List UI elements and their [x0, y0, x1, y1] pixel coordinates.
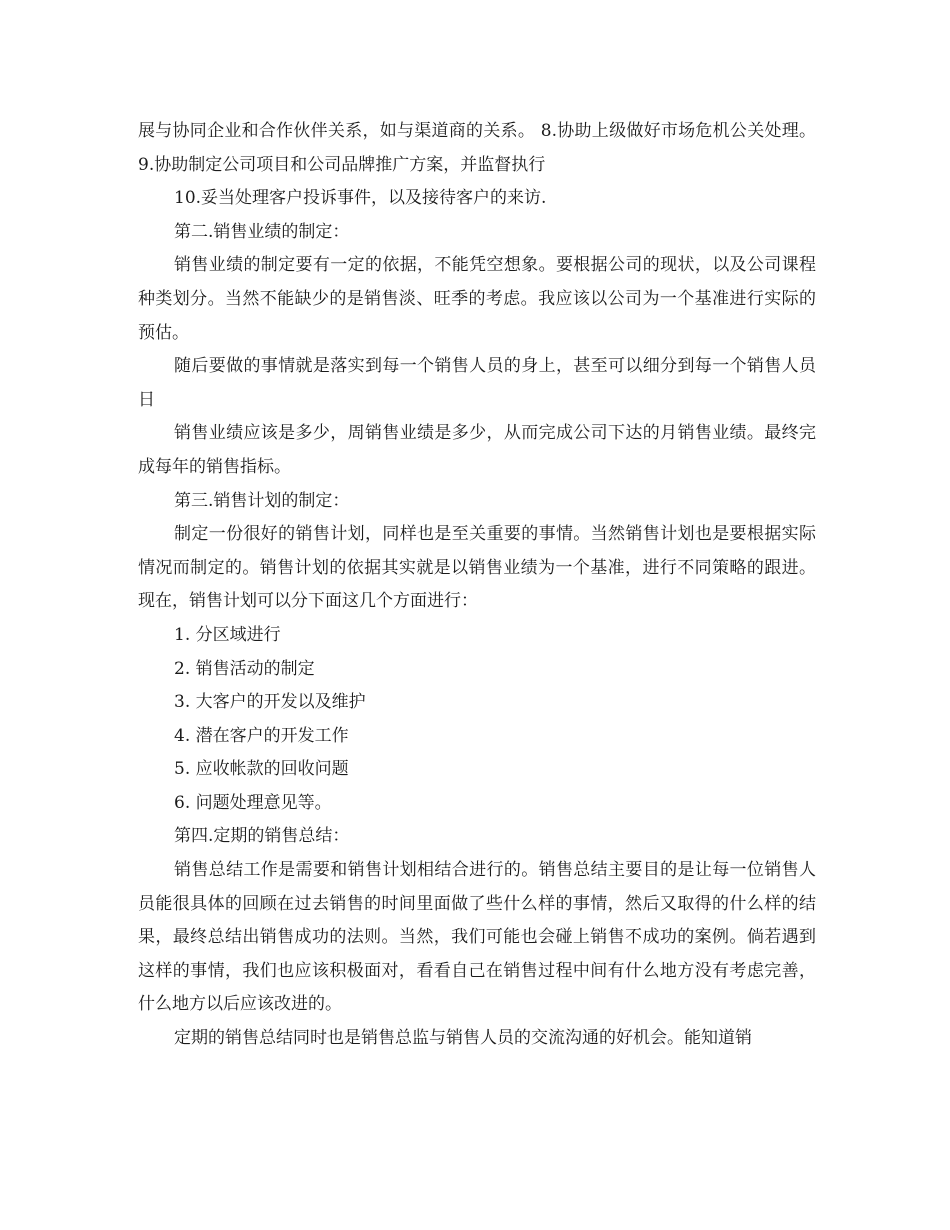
paragraph-8: 制定一份很好的销售计划，同样也是至关重要的事情。当然销售计划也是要根据实际情况而制定的。销售计划的依据其实就是以销售业绩为一个基准，进行不同策略的跟进。现在，销售计划可以分下面这几个方面进行：: [138, 524, 816, 612]
paragraph-10: 销售总结工作是需要和销售计划相结合进行的。销售总结主要目的是让每一位销售人员能很具体的回顾在过去销售的时间里面做了些什么样的事情，然后又取得的什么样的结果，最终总结出销售成功的法则。当然，我们可能也会碰上销售不成功的案例。倘若遇到这样的事情，我们也应该积极面对，看看自己在销售过程中间有什么地方没有考虑完善，什么地方以后应该改进的。: [138, 860, 816, 1015]
list-item: 4. 潜在客户的开发工作: [174, 725, 349, 746]
paragraph-1: 展与协同企业和合作伙伴关系，如与渠道商的关系。 8.协助上级做好市场危机公关处理。 9.协助制定公司项目和公司品牌推广方案，并监督执行: [138, 121, 816, 175]
section-heading-3: 第三.销售计划的制定：: [174, 490, 350, 511]
paragraph-2: 10.妥当处理客户投诉事件，以及接待客户的来访.: [174, 188, 547, 209]
paragraph-11: 定期的销售总结同时也是销售总监与销售人员的交流沟通的好机会。能知道销: [174, 1028, 752, 1049]
section-heading-2: 第二.销售业绩的制定：: [174, 221, 350, 242]
list-item: 5. 应收帐款的回收问题: [174, 759, 349, 780]
list-item: 3. 大客户的开发以及维护: [174, 692, 366, 713]
document-page: [138, 115, 816, 1056]
list-item: 1. 分区域进行: [174, 624, 281, 645]
section-heading-4: 第四.定期的销售总结：: [174, 826, 350, 847]
paragraph-5: 随后要做的事情就是落实到每一个销售人员的身上，甚至可以细分到每一个销售人员日: [138, 356, 816, 410]
paragraph-6: 销售业绩应该是多少，周销售业绩是多少，从而完成公司下达的月销售业绩。最终完成每年的销售指标。: [138, 423, 816, 477]
list-item: 6. 问题处理意见等。: [174, 792, 332, 813]
paragraph-4: 销售业绩的制定要有一定的依据，不能凭空想象。要根据公司的现状，以及公司课程种类划分。当然不能缺少的是销售淡、旺季的考虑。我应该以公司为一个基准进行实际的预估。: [138, 255, 816, 343]
list-item: 2. 销售活动的制定: [174, 658, 315, 679]
